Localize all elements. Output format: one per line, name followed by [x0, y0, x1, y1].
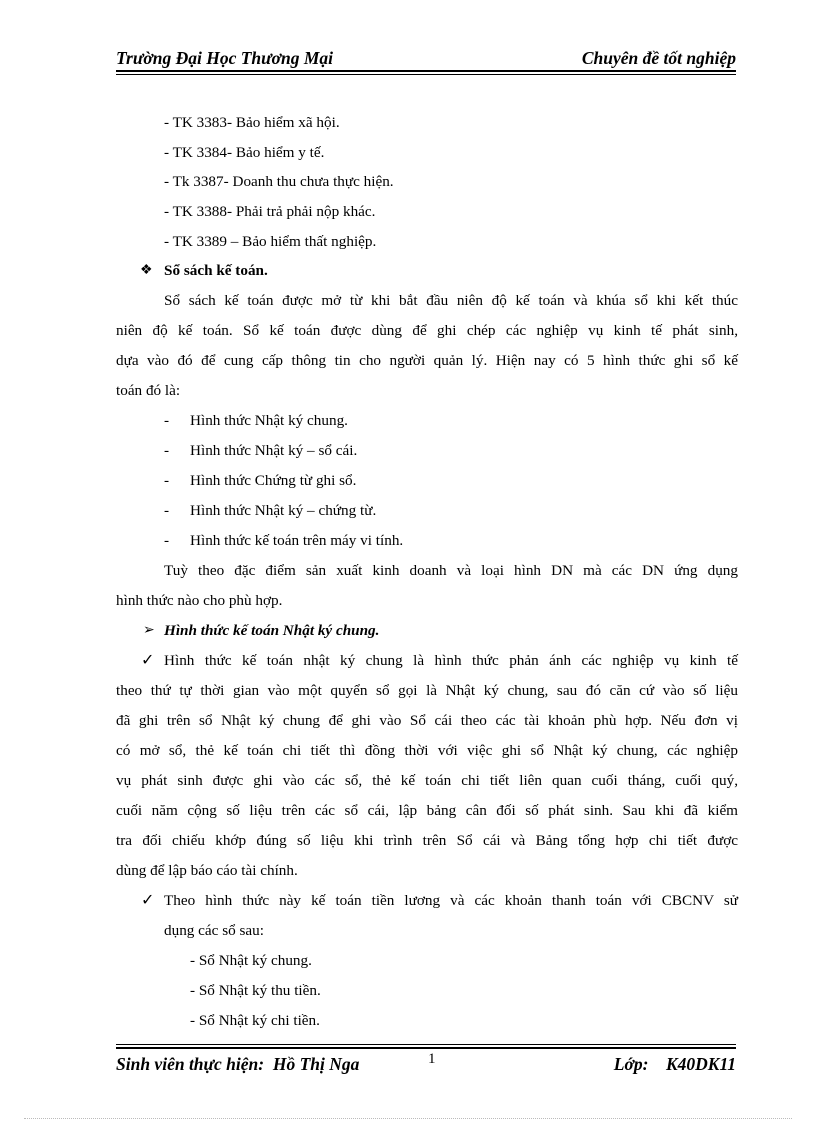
paragraph-line: theo thứ tự thời gian vào một quyển sổ gọi là Nhật ký chung, sau đó căn cứ vào số liệu	[116, 682, 738, 699]
account-item: - TK 3389 – Bảo hiểm thất nghiệp.	[164, 233, 377, 250]
form-item: Hình thức Nhật ký – chứng từ.	[190, 502, 377, 519]
form-item: Hình thức Nhật ký – sổ cái.	[190, 442, 358, 459]
header-rule-thin	[116, 74, 736, 75]
paragraph-line: Theo hình thức này kế toán tiền lương và các khoản thanh toán với CBCNV sử	[164, 892, 738, 909]
section-heading: Hình thức kế toán Nhật ký chung.	[164, 622, 380, 639]
paragraph-line: Tuỳ theo đặc điểm sản xuất kinh doanh và loại hình DN mà các DN ứng dụng	[164, 562, 738, 579]
footer-rule-thin	[116, 1044, 736, 1045]
dash-bullet: -	[164, 442, 170, 459]
paragraph-line: có mở sổ, thẻ kế toán chi tiết thì đồng thời với việc ghi sổ Nhật ký chung, các nghiệp	[116, 742, 738, 759]
paragraph-line: cuối năm cộng số liệu trên các sổ cái, lập bảng cân đối số phát sinh. Sau khi đã kiểm	[116, 802, 738, 819]
checkmark-icon: ✓	[141, 652, 155, 669]
dash-bullet: -	[164, 412, 170, 429]
page-number: 1	[428, 1051, 436, 1067]
header-school: Trường Đại Học Thương Mại	[116, 48, 334, 68]
paragraph-line: dùng để lập báo cáo tài chính.	[116, 862, 298, 879]
paragraph-line: hình thức nào cho phù hợp.	[116, 592, 283, 609]
book-item: - Sổ Nhật ký thu tiền.	[190, 982, 321, 999]
arrow-bullet-icon: ➢	[143, 623, 155, 638]
checkmark-icon: ✓	[141, 892, 155, 909]
paragraph-line: tra đối chiếu khớp đúng số liệu khi trình trên Sổ cái và Bảng tổng hợp chi tiết được	[116, 832, 738, 849]
paragraph-line: dụng các sổ sau:	[164, 922, 264, 939]
dash-bullet: -	[164, 502, 170, 519]
paragraph-line: vụ phát sinh được ghi vào các sổ, thẻ kế toán chi tiết liên quan cuối tháng, cuối quý,	[116, 772, 738, 789]
form-item: Hình thức kế toán trên máy vi tính.	[190, 532, 404, 549]
header-rule-thick	[116, 70, 736, 72]
footer-student-name: Hồ Thị Nga	[272, 1054, 360, 1074]
account-item: - Tk 3387- Doanh thu chưa thực hiện.	[164, 173, 394, 190]
header-doc-type: Chuyên đề tốt nghiệp	[581, 48, 736, 68]
footer-class	[614, 1054, 736, 1075]
account-item: - TK 3388- Phải trả phải nộp khác.	[164, 203, 376, 220]
page-footer	[116, 1051, 736, 1078]
footer-student-label: Sinh viên thực hiện:	[116, 1054, 265, 1074]
dash-bullet: -	[164, 472, 170, 489]
footer-class-label: Lớp:	[613, 1054, 649, 1074]
paragraph-line: niên độ kế toán. Sổ kế toán được dùng để ghi chép các nghiệp vụ kinh tế phát sinh,	[116, 322, 738, 339]
paragraph-line: dựa vào đó để cung cấp thông tin cho người quản lý. Hiện nay có 5 hình thức ghi sổ kế	[116, 352, 738, 369]
form-item: Hình thức Nhật ký chung.	[190, 412, 348, 429]
account-item: - TK 3384- Bảo hiểm y tế.	[164, 144, 325, 161]
diamond-bullet-icon: ❖	[140, 263, 153, 278]
paragraph-line: Sổ sách kế toán được mở từ khi bắt đầu niên độ kế toán và khúa sổ khi kết thúc	[164, 292, 738, 309]
section-heading: Sổ sách kế toán.	[164, 262, 268, 279]
footer-class-value: K40DK11	[665, 1054, 736, 1074]
footer-student	[116, 1054, 359, 1075]
page-edge-divider	[24, 1118, 792, 1119]
paragraph-line: đã ghi trên sổ Nhật ký chung để ghi vào Sổ cái theo các tài khoản phù hợp. Nếu đơn vị	[116, 712, 738, 729]
footer-rule-thick	[116, 1047, 736, 1049]
paragraph-line: Hình thức kế toán nhật ký chung là hình thức phản ánh các nghiệp vụ kinh tế	[164, 652, 738, 669]
account-item: - TK 3383- Bảo hiểm xã hội.	[164, 114, 340, 131]
dash-bullet: -	[164, 532, 170, 549]
book-item: - Sổ Nhật ký chung.	[190, 952, 312, 969]
book-item: - Sổ Nhật ký chi tiền.	[190, 1012, 320, 1029]
paragraph-line: toán đó là:	[116, 382, 181, 399]
form-item: Hình thức Chứng từ ghi sổ.	[190, 472, 357, 489]
